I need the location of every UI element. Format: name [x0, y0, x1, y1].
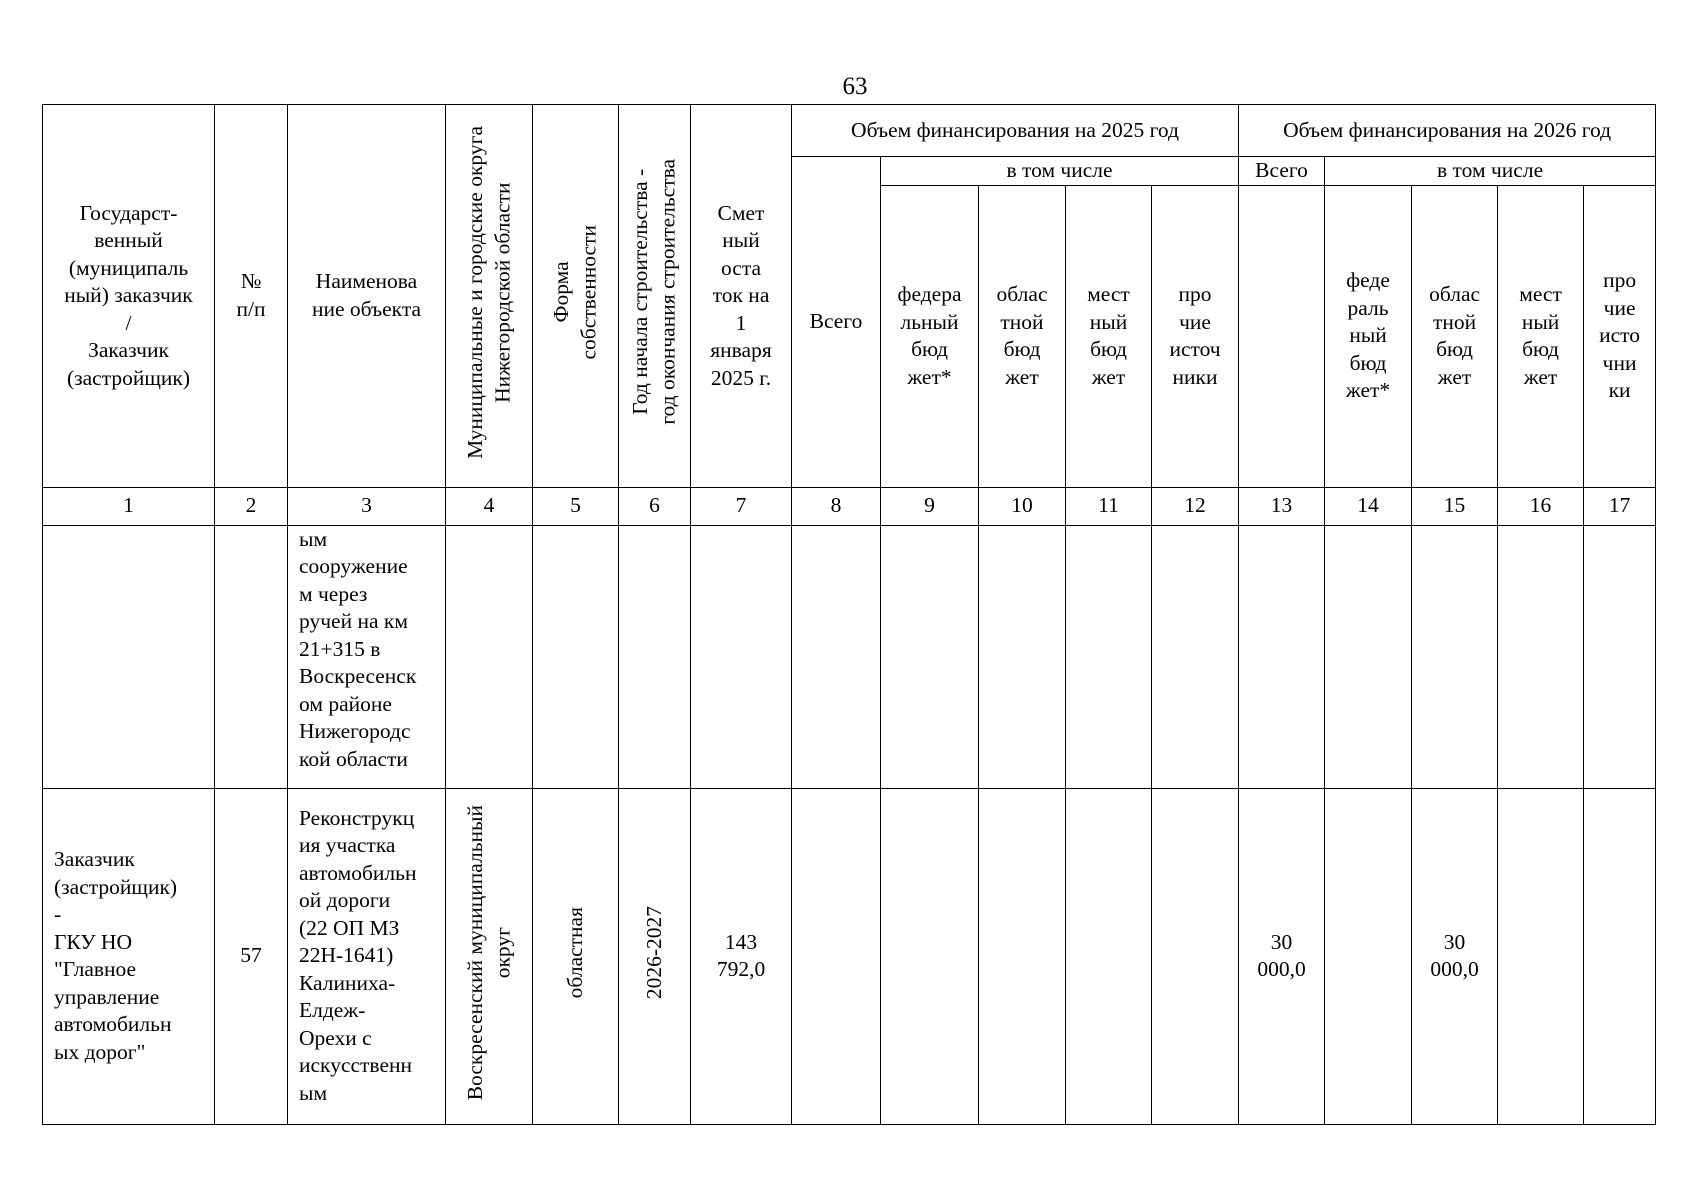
header-other-2025: про чие источ ники [1152, 185, 1239, 487]
cell-years [619, 788, 691, 1124]
header-including-2025: в том числе [881, 157, 1239, 186]
cell-federal-2026 [1325, 788, 1412, 1124]
column-number: 16 [1498, 487, 1584, 525]
column-number: 4 [446, 487, 533, 525]
header-municipal [446, 105, 533, 488]
column-number: 13 [1239, 487, 1325, 525]
header-years [619, 105, 691, 488]
column-number: 11 [1066, 487, 1152, 525]
column-number: 2 [215, 487, 288, 525]
column-number: 14 [1325, 487, 1412, 525]
header-num: № п/п [215, 105, 288, 488]
table-row [43, 788, 1656, 1124]
header-years-text: Год начала строительства - год окончания строительства [628, 159, 680, 425]
cell-num [215, 525, 288, 788]
cell-municipal-text: Воскресенский муниципальный округ [462, 804, 514, 1100]
cell-regional-2026 [1412, 525, 1498, 788]
cell-regional-2026: 30 000,0 [1412, 788, 1498, 1124]
cell-other-2026 [1584, 525, 1656, 788]
header-object-name: Наименова ние объекта [288, 105, 446, 488]
cell-total-2025 [792, 788, 881, 1124]
header-regional-2025: облас тной бюд жет [979, 185, 1066, 487]
column-number: 9 [881, 487, 979, 525]
cell-regional-2025 [979, 525, 1066, 788]
cell-total-2025 [792, 525, 881, 788]
column-number: 15 [1412, 487, 1498, 525]
header-total-2026: Всего [1239, 157, 1325, 186]
cell-federal-2026 [1325, 525, 1412, 788]
cell-local-2026 [1498, 788, 1584, 1124]
cell-other-2025 [1152, 525, 1239, 788]
cell-local-2025 [1066, 525, 1152, 788]
column-numbers-row [43, 487, 1656, 525]
cell-customer: Заказчик (застройщик) - ГКУ НО "Главное управление автомобильн ых дорог" [43, 788, 215, 1124]
cell-municipal [446, 525, 533, 788]
cell-regional-2025 [979, 788, 1066, 1124]
header-ownership [533, 105, 619, 488]
column-number: 1 [43, 487, 215, 525]
cell-years-text: 2026-2027 [641, 905, 666, 999]
header-fin-2025: Объем финансирования на 2025 год [792, 105, 1239, 157]
header-municipal-text: Муниципальные и городские округа Нижегородской области [462, 125, 514, 459]
header-total-2026-blank [1239, 185, 1325, 487]
header-regional-2026: облас тной бюд жет [1412, 185, 1498, 487]
cell-customer [43, 525, 215, 788]
header-local-2026: мест ный бюд жет [1498, 185, 1584, 487]
table-row [43, 525, 1656, 788]
header-local-2025: мест ный бюд жет [1066, 185, 1152, 487]
cell-local-2025 [1066, 788, 1152, 1124]
column-number: 5 [533, 487, 619, 525]
cell-local-2026 [1498, 525, 1584, 788]
cell-num: 57 [215, 788, 288, 1124]
cell-years [619, 525, 691, 788]
financing-table [42, 104, 1656, 1125]
cell-municipal [446, 788, 533, 1124]
cell-ownership-text: областная [562, 906, 587, 998]
header-row-1 [43, 105, 1656, 157]
column-number: 10 [979, 487, 1066, 525]
cell-federal-2025 [881, 788, 979, 1124]
header-balance: Смет ный оста ток на 1 января 2025 г. [691, 105, 792, 488]
column-number: 12 [1152, 487, 1239, 525]
header-customer: Государст- венный (муниципаль ный) заказчик / Заказчик (застройщик) [43, 105, 215, 488]
cell-object-name: Реконструкц ия участка автомобильн ой дороги (22 ОП МЗ 22Н-1641) Калиниха- Елдеж- Орехи с искусственн ым [288, 788, 446, 1124]
column-number: 17 [1584, 487, 1656, 525]
cell-ownership [533, 788, 619, 1124]
cell-balance: 143 792,0 [691, 788, 792, 1124]
header-including-2026: в том числе [1325, 157, 1656, 186]
cell-total-2026: 30 000,0 [1239, 788, 1325, 1124]
column-number: 8 [792, 487, 881, 525]
column-number: 7 [691, 487, 792, 525]
cell-balance [691, 525, 792, 788]
column-number: 3 [288, 487, 446, 525]
header-federal-2025: федера льный бюд жет* [881, 185, 979, 487]
header-total-2025: Всего [792, 157, 881, 488]
cell-total-2026 [1239, 525, 1325, 788]
cell-other-2025 [1152, 788, 1239, 1124]
header-ownership-text: Форма собственности [549, 224, 601, 360]
cell-object-name: ым сооружение м через ручей на км 21+315 в Воскресенск ом районе Нижегородс кой области [288, 525, 446, 788]
header-other-2026: про чие исто чни ки [1584, 185, 1656, 487]
column-number: 6 [619, 487, 691, 525]
cell-federal-2025 [881, 525, 979, 788]
page-number: 63 [842, 73, 868, 100]
header-fin-2026: Объем финансирования на 2026 год [1239, 105, 1656, 157]
cell-other-2026 [1584, 788, 1656, 1124]
header-federal-2026: феде раль ный бюд жет* [1325, 185, 1412, 487]
cell-ownership [533, 525, 619, 788]
